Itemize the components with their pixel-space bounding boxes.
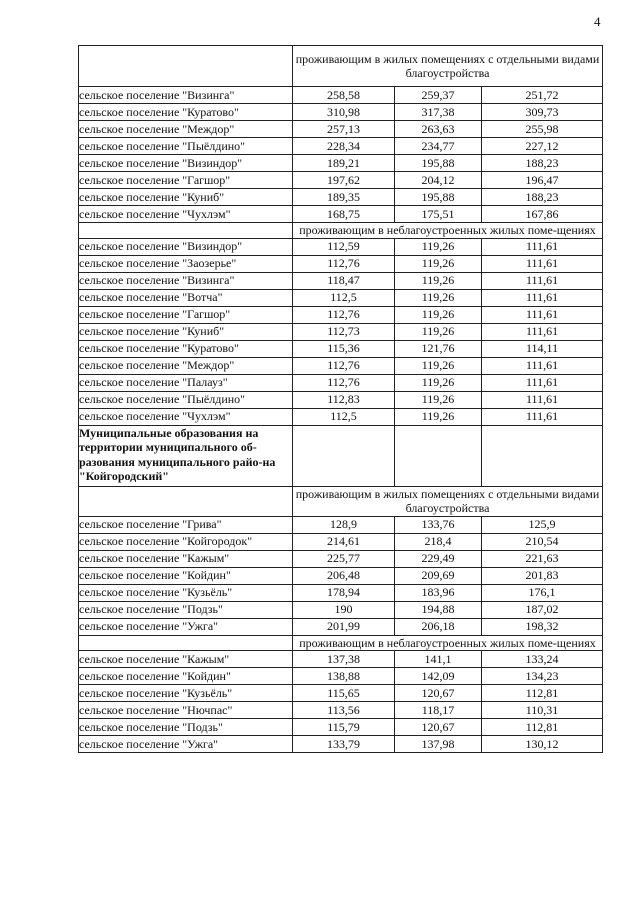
- empty-cell: [482, 425, 603, 486]
- section-heading: проживающим в неблагоустроенных жилых поме-щениях: [293, 223, 603, 239]
- value-cell: 204,12: [395, 172, 482, 189]
- value-cell: 112,81: [482, 685, 603, 702]
- value-cell: 138,88: [293, 668, 395, 685]
- table-row: [79, 206, 603, 223]
- value-cell: 168,75: [293, 206, 395, 223]
- value-cell: 111,61: [482, 238, 603, 255]
- settlement-name: сельское поселение "Визинга": [79, 272, 293, 289]
- table-row: [79, 374, 603, 391]
- table-row: [79, 618, 603, 635]
- value-cell: 110,31: [482, 702, 603, 719]
- value-cell: 175,51: [395, 206, 482, 223]
- value-cell: 111,61: [482, 289, 603, 306]
- value-cell: 201,83: [482, 567, 603, 584]
- value-cell: 120,67: [395, 719, 482, 736]
- value-cell: 119,26: [395, 306, 482, 323]
- settlement-name: сельское поселение "Кузьёль": [79, 685, 293, 702]
- value-cell: 209,69: [395, 567, 482, 584]
- settlement-name: сельское поселение "Ужга": [79, 736, 293, 753]
- value-cell: 111,61: [482, 306, 603, 323]
- municipality-heading: Муниципальные образования на территории муниципального об-разования муниципального райо-на "Койгородский": [79, 425, 293, 486]
- value-cell: 111,61: [482, 408, 603, 425]
- table-row: [79, 189, 603, 206]
- table-row: [79, 289, 603, 306]
- table-row: [79, 601, 603, 618]
- value-cell: 119,26: [395, 391, 482, 408]
- value-cell: 121,76: [395, 340, 482, 357]
- value-cell: 167,86: [482, 206, 603, 223]
- value-cell: 112,76: [293, 255, 395, 272]
- settlement-name: сельское поселение "Кузьёль": [79, 584, 293, 601]
- settlement-name: сельское поселение "Койдин": [79, 567, 293, 584]
- empty-cell: [79, 223, 293, 239]
- value-cell: 310,98: [293, 104, 395, 121]
- table-row: [79, 702, 603, 719]
- value-cell: 178,94: [293, 584, 395, 601]
- value-cell: 206,18: [395, 618, 482, 635]
- value-cell: 111,61: [482, 374, 603, 391]
- table-row: [79, 340, 603, 357]
- value-cell: 263,63: [395, 121, 482, 138]
- table-row: [79, 651, 603, 668]
- value-cell: 119,26: [395, 323, 482, 340]
- value-cell: 119,26: [395, 238, 482, 255]
- value-cell: 259,37: [395, 87, 482, 104]
- value-cell: 251,72: [482, 87, 603, 104]
- settlement-name: сельское поселение "Куратово": [79, 340, 293, 357]
- value-cell: 258,58: [293, 87, 395, 104]
- value-cell: 115,79: [293, 719, 395, 736]
- value-cell: 229,49: [395, 550, 482, 567]
- table-row: [79, 550, 603, 567]
- section-heading: проживающим в жилых помещениях с отдельными видами благоустройства: [293, 46, 603, 87]
- value-cell: 210,54: [482, 533, 603, 550]
- value-cell: 176,1: [482, 584, 603, 601]
- value-cell: 141,1: [395, 651, 482, 668]
- settlement-name: сельское поселение "Куниб": [79, 189, 293, 206]
- value-cell: 197,62: [293, 172, 395, 189]
- settlement-name: сельское поселение "Визиндор": [79, 155, 293, 172]
- value-cell: 187,02: [482, 601, 603, 618]
- value-cell: 119,26: [395, 255, 482, 272]
- value-cell: 125,9: [482, 516, 603, 533]
- settlement-name: сельское поселение "Визиндор": [79, 238, 293, 255]
- value-cell: 137,38: [293, 651, 395, 668]
- value-cell: 206,48: [293, 567, 395, 584]
- value-cell: 189,35: [293, 189, 395, 206]
- value-cell: 113,56: [293, 702, 395, 719]
- table-row: [79, 533, 603, 550]
- settlement-name: сельское поселение "Кажым": [79, 651, 293, 668]
- value-cell: 118,17: [395, 702, 482, 719]
- value-cell: 188,23: [482, 155, 603, 172]
- value-cell: 137,98: [395, 736, 482, 753]
- settlement-name: сельское поселение "Гагшор": [79, 172, 293, 189]
- value-cell: 198,32: [482, 618, 603, 635]
- value-cell: 134,23: [482, 668, 603, 685]
- value-cell: 227,12: [482, 138, 603, 155]
- value-cell: 112,81: [482, 719, 603, 736]
- value-cell: 112,76: [293, 374, 395, 391]
- empty-cell: [79, 486, 293, 516]
- settlement-name: сельское поселение "Вотча": [79, 289, 293, 306]
- value-cell: 142,09: [395, 668, 482, 685]
- value-cell: 228,34: [293, 138, 395, 155]
- page-number: 4: [594, 14, 601, 29]
- table-row: [79, 172, 603, 189]
- settlement-name: сельское поселение "Визинга": [79, 87, 293, 104]
- settlement-name: сельское поселение "Междор": [79, 357, 293, 374]
- section-heading-row: [79, 223, 603, 239]
- value-cell: 189,21: [293, 155, 395, 172]
- value-cell: 111,61: [482, 255, 603, 272]
- value-cell: 188,23: [482, 189, 603, 206]
- value-cell: 255,98: [482, 121, 603, 138]
- table-row: [79, 255, 603, 272]
- value-cell: 225,77: [293, 550, 395, 567]
- value-cell: 194,88: [395, 601, 482, 618]
- value-cell: 317,38: [395, 104, 482, 121]
- value-cell: 119,26: [395, 357, 482, 374]
- municipality-row: [79, 425, 603, 486]
- value-cell: 119,26: [395, 272, 482, 289]
- table-row: [79, 121, 603, 138]
- value-cell: 234,77: [395, 138, 482, 155]
- settlement-name: сельское поселение "Куниб": [79, 323, 293, 340]
- value-cell: 112,76: [293, 357, 395, 374]
- value-cell: 218,4: [395, 533, 482, 550]
- settlement-name: сельское поселение "Палауз": [79, 374, 293, 391]
- section-heading-row: [79, 46, 603, 87]
- value-cell: 111,61: [482, 391, 603, 408]
- table-row: [79, 306, 603, 323]
- settlement-name: сельское поселение "Нючпас": [79, 702, 293, 719]
- value-cell: 120,67: [395, 685, 482, 702]
- value-cell: 133,24: [482, 651, 603, 668]
- value-cell: 112,5: [293, 408, 395, 425]
- value-cell: 128,9: [293, 516, 395, 533]
- settlement-name: сельское поселение "Междор": [79, 121, 293, 138]
- table-row: [79, 155, 603, 172]
- settlement-name: сельское поселение "Куратово": [79, 104, 293, 121]
- value-cell: 111,61: [482, 323, 603, 340]
- value-cell: 112,73: [293, 323, 395, 340]
- settlement-name: сельское поселение "Чухлэм": [79, 408, 293, 425]
- table-row: [79, 516, 603, 533]
- value-cell: 111,61: [482, 272, 603, 289]
- value-cell: 112,76: [293, 306, 395, 323]
- table-row: [79, 391, 603, 408]
- value-cell: 257,13: [293, 121, 395, 138]
- value-cell: 196,47: [482, 172, 603, 189]
- value-cell: 111,61: [482, 357, 603, 374]
- section-heading-row: [79, 486, 603, 516]
- settlement-name: сельское поселение "Чухлэм": [79, 206, 293, 223]
- value-cell: 119,26: [395, 289, 482, 306]
- table-row: [79, 138, 603, 155]
- table-row: [79, 584, 603, 601]
- value-cell: 118,47: [293, 272, 395, 289]
- settlement-name: сельское поселение "Кажым": [79, 550, 293, 567]
- settlement-name: сельское поселение "Койдин": [79, 668, 293, 685]
- value-cell: 112,83: [293, 391, 395, 408]
- value-cell: 214,61: [293, 533, 395, 550]
- section-heading: проживающим в жилых помещениях с отдельными видами благоустройства: [293, 486, 603, 516]
- table-row: [79, 238, 603, 255]
- value-cell: 221,63: [482, 550, 603, 567]
- table-row: [79, 719, 603, 736]
- empty-cell: [79, 635, 293, 651]
- value-cell: 195,88: [395, 155, 482, 172]
- empty-cell: [79, 46, 293, 87]
- value-cell: 114,11: [482, 340, 603, 357]
- table-row: [79, 87, 603, 104]
- settlement-name: сельское поселение "Койгородок": [79, 533, 293, 550]
- table-row: [79, 357, 603, 374]
- settlement-name: сельское поселение "Грива": [79, 516, 293, 533]
- value-cell: 133,76: [395, 516, 482, 533]
- settlement-name: сельское поселение "Ужга": [79, 618, 293, 635]
- table-row: [79, 272, 603, 289]
- table-row: [79, 567, 603, 584]
- settlement-name: сельское поселение "Заозерье": [79, 255, 293, 272]
- table-row: [79, 408, 603, 425]
- value-cell: 201,99: [293, 618, 395, 635]
- settlement-name: сельское поселение "Пыёлдино": [79, 138, 293, 155]
- value-cell: 112,59: [293, 238, 395, 255]
- value-cell: 112,5: [293, 289, 395, 306]
- settlement-name: сельское поселение "Пыёлдино": [79, 391, 293, 408]
- value-cell: 115,36: [293, 340, 395, 357]
- value-cell: 115,65: [293, 685, 395, 702]
- tariff-table-body: [79, 46, 603, 753]
- value-cell: 119,26: [395, 408, 482, 425]
- value-cell: 183,96: [395, 584, 482, 601]
- settlement-name: сельское поселение "Подзь": [79, 719, 293, 736]
- value-cell: 309,73: [482, 104, 603, 121]
- value-cell: 130,12: [482, 736, 603, 753]
- settlement-name: сельское поселение "Подзь": [79, 601, 293, 618]
- section-heading-row: [79, 635, 603, 651]
- value-cell: 133,79: [293, 736, 395, 753]
- settlement-name: сельское поселение "Гагшор": [79, 306, 293, 323]
- table-row: [79, 685, 603, 702]
- empty-cell: [395, 425, 482, 486]
- value-cell: 195,88: [395, 189, 482, 206]
- value-cell: 190: [293, 601, 395, 618]
- tariff-table: [78, 45, 603, 753]
- table-row: [79, 668, 603, 685]
- value-cell: 119,26: [395, 374, 482, 391]
- empty-cell: [293, 425, 395, 486]
- table-row: [79, 736, 603, 753]
- section-heading: проживающим в неблагоустроенных жилых поме-щениях: [293, 635, 603, 651]
- table-row: [79, 323, 603, 340]
- table-row: [79, 104, 603, 121]
